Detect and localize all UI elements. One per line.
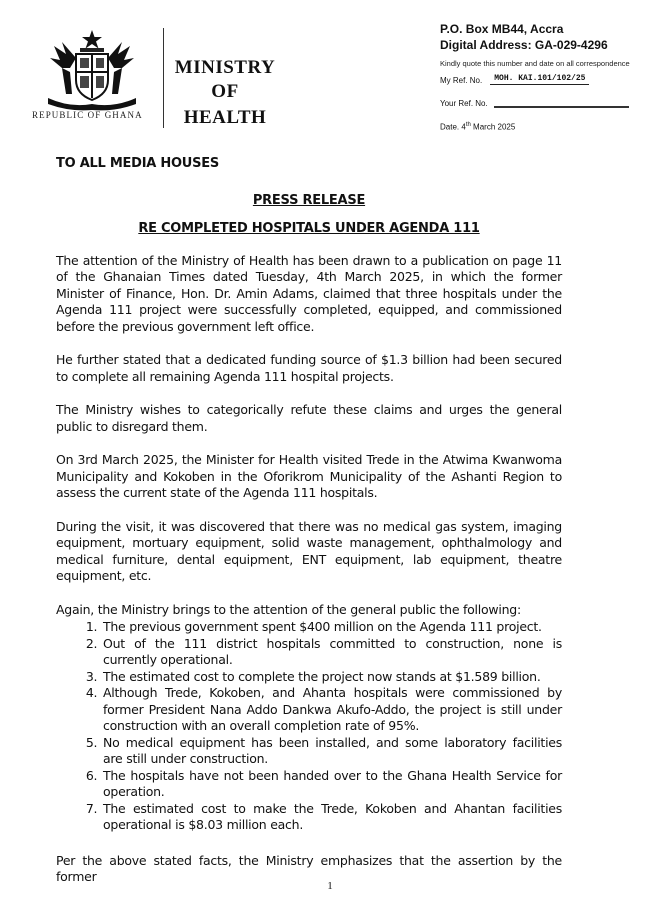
ministry-line-3: HEALTH <box>183 107 267 128</box>
coat-of-arms-icon <box>40 28 144 112</box>
my-ref-row <box>440 74 650 85</box>
your-ref-row <box>440 99 650 108</box>
your-ref-line <box>494 105 629 108</box>
addressee: TO ALL MEDIA HOUSES <box>56 156 219 171</box>
ministry-line-2: OF <box>211 81 239 102</box>
list-item: 6. The hospitals have not been handed over to the Ghana Health Service for operation. <box>101 768 562 801</box>
po-box: P.O. Box MB44, Accra <box>440 22 564 36</box>
list-item: 5. No medical equipment has been installed, and some laboratory facilities are still under construction. <box>101 735 562 768</box>
letter-body <box>56 156 562 903</box>
press-release-heading: PRESS RELEASE <box>252 192 366 208</box>
list-item: 2. Out of the 111 district hospitals committed to construction, none is currently operational. <box>101 636 562 669</box>
date-suffix: th <box>465 122 471 128</box>
my-ref-label: My Ref. No. <box>440 76 483 85</box>
paragraph: On 3rd March 2025, the Minister for Health visited Trede in the Atwima Kwanwoma Municipality and Kokoben in the Oforikrom Municipality of the Ashanti Region to assess the current state of the Agenda 111 hospitals. <box>56 452 562 500</box>
digital-address: Digital Address: GA-029-4296 <box>440 38 608 52</box>
date-day: 4 <box>461 122 466 132</box>
ministry-name <box>170 56 280 130</box>
list-item: 3. The estimated cost to complete the project now stands at $1.589 billion. <box>101 669 562 686</box>
paragraph: The Ministry wishes to categorically refute these claims and urges the general public to disregard them. <box>56 402 562 434</box>
list-item: 7. The estimated cost to make the Trede, Kokoben and Ahantan facilities operational is $8.03 million each. <box>101 801 562 834</box>
list-intro: Again, the Ministry brings to the attention of the general public the following: <box>56 601 521 617</box>
my-ref-value: MOH. KAI.101/102/25 <box>490 74 589 85</box>
paragraph: During the visit, it was discovered that there was no medical gas system, imaging equipment, mortuary equipment, solid waste management, ophthalmology and medical furniture, dental equipment, ENT equipment, lab equipment, theatre equipment, etc. <box>56 518 562 583</box>
date-label: Date. <box>440 122 460 132</box>
findings-list <box>56 619 562 834</box>
country-name: REPUBLIC OF GHANA <box>32 110 143 120</box>
your-ref-label: Your Ref. No. <box>440 99 488 108</box>
address-block <box>440 21 650 132</box>
paragraph: He further stated that a dedicated funding source of $1.3 billion had been secured to complete all remaining Agenda 111 hospital projects. <box>56 352 562 384</box>
ministry-line-1: MINISTRY <box>174 57 276 78</box>
date-rest: March 2025 <box>470 122 516 132</box>
list-item: 4. Although Trede, Kokoben, and Ahanta hospitals were commissioned by former President Nana Addo Dankwa Akufo-Addo, the project is still under construction with an overall completion rate of 95%. <box>101 685 562 735</box>
divider <box>163 28 164 128</box>
date-row <box>440 122 650 132</box>
subject-heading: RE COMPLETED HOSPITALS UNDER AGENDA 111 <box>138 221 480 236</box>
paragraph: The attention of the Ministry of Health has been drawn to a publication on page 11 of the Ghanaian Times dated Tuesday, 4th March 2025, in which the former Minister of Finance, Hon. Dr. Amin Adams, claimed that three hospitals under the Agenda 111 project were successfully completed, equipped, and commissioned before the previous government left office. <box>56 252 562 334</box>
closing-paragraph: Per the above stated facts, the Ministry emphasizes that the assertion by the former <box>56 852 562 884</box>
page-number: 1 <box>327 880 333 892</box>
reference-note: Kindly quote this number and date on all correspondence <box>440 59 630 68</box>
list-item: 1. The previous government spent $400 million on the Agenda 111 project. <box>101 619 562 636</box>
